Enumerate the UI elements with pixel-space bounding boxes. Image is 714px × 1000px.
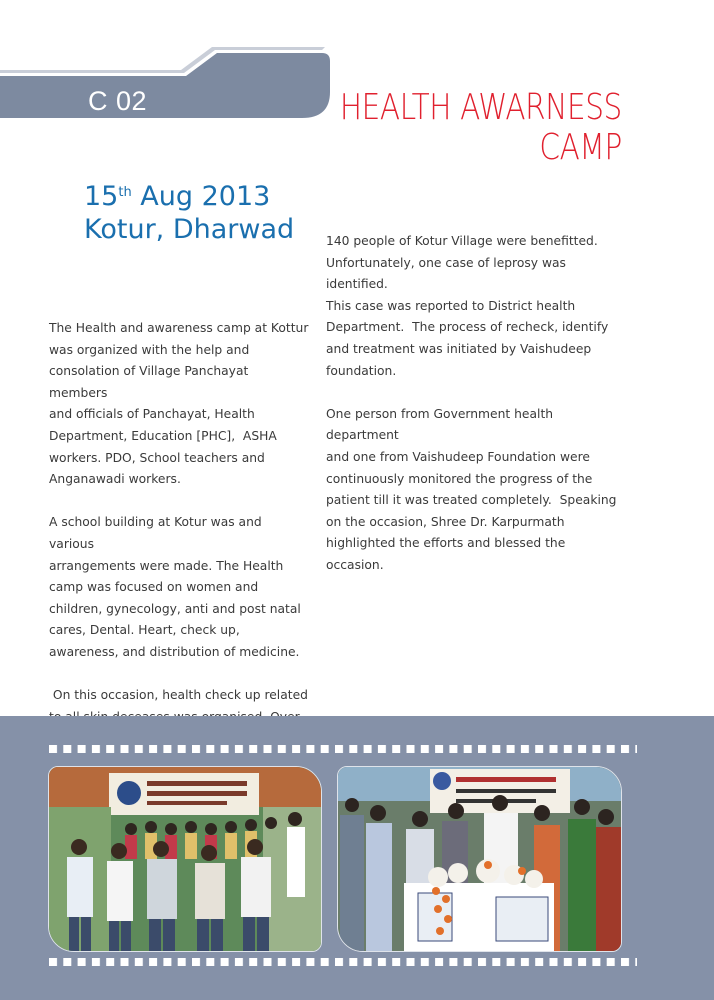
- film-sprockets-bottom: [49, 958, 637, 966]
- left-column: [49, 318, 309, 728]
- group-photo-health-camp-team: [48, 766, 322, 952]
- event-place: Kotur, Dharwad: [84, 214, 295, 245]
- event-day-suffix: th: [118, 185, 132, 200]
- event-month-year: Aug 2013: [131, 181, 271, 212]
- page-title-line-2: CAMP: [539, 127, 622, 168]
- left-paragraph-3: On this occasion, health check up related: [52, 688, 308, 703]
- right-paragraph-2: One person from Government health department and one from Vaishudeep Foundation were continuously monitored the progress of the patient till it was treated completely. Speaking on the occasion, Shree Dr. Karpurmath highlighted the efforts and blessed the occasion.: [326, 406, 617, 572]
- group-photo-cake-cutting-ceremony: [337, 766, 622, 952]
- section-code: C 02: [88, 86, 148, 116]
- right-column: [326, 231, 626, 577]
- photo-film-strip: [0, 716, 714, 1000]
- right-paragraph-1: 140 people of Kotur Village were benefitted. Unfortunately, one case of leprosy was identified. This case was reported to District health Department. The process of recheck, identify and treatment was initiated by Vaishudeep foundation.: [326, 234, 609, 378]
- event-date-place: [84, 180, 294, 246]
- page-title: [340, 88, 622, 168]
- event-date: [84, 180, 294, 213]
- left-paragraph-1: The Health and awareness camp at Kottur was organized with the help and consolation of Village Panchayat members and officials of Panchayat, Health Department, Education [PHC], ASHA workers. PDO, School teachers and Anganawadi workers.: [49, 321, 309, 487]
- film-sprockets-top: [49, 745, 637, 753]
- left-paragraph-2: A school building at Kotur was and various arrangements were made. The Health camp was focused on women and children, gynecology, anti and post natal cares, Dental. Heart, check up, awareness, and distribution of medicine.: [49, 515, 301, 659]
- page-title-line-1: HEALTH AWARNESS: [340, 87, 622, 128]
- event-day: 15: [84, 181, 119, 212]
